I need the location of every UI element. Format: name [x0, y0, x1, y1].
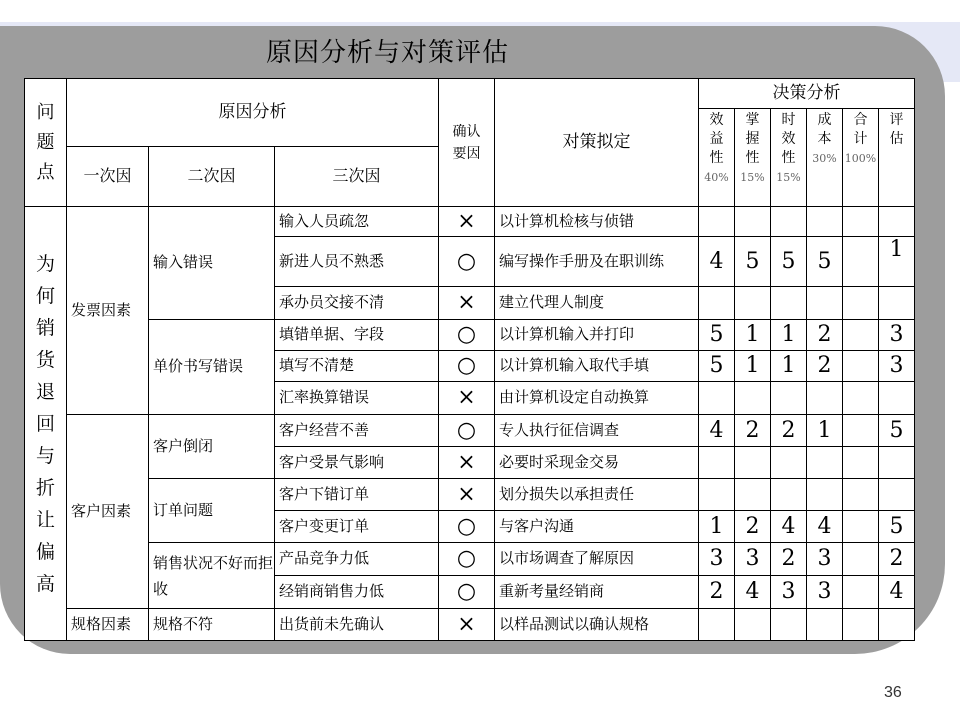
score-cell: [843, 207, 879, 237]
score-cell: 4: [771, 511, 807, 543]
score-cell: [699, 609, 735, 641]
criteria-3-weight: 30%: [812, 152, 837, 165]
score-cell: [699, 382, 735, 415]
confirm-cell: ○: [439, 320, 495, 351]
score-cell: [771, 287, 807, 320]
score-cell: [843, 287, 879, 320]
cause-cell: 客户下错订单: [275, 479, 439, 511]
score-cell: 5: [699, 320, 735, 351]
score-cell: [879, 447, 915, 479]
score-cell: 4: [699, 237, 735, 287]
score-cell: [843, 447, 879, 479]
score-cell: 1: [735, 351, 771, 382]
criteria-2: [771, 109, 807, 207]
criteria-2-label: 时效性: [781, 112, 796, 166]
criteria-1: [735, 109, 771, 207]
score-cell: [735, 207, 771, 237]
score-cell: 1: [771, 351, 807, 382]
cause-cell: 汇率换算错误: [275, 382, 439, 415]
analysis-table: [24, 78, 915, 641]
measure-cell: 必要时采现金交易: [495, 447, 699, 479]
header-level3: 三次因: [275, 147, 439, 207]
cause-cell: 出货前未先确认: [275, 609, 439, 641]
score-cell: 3: [807, 543, 843, 576]
group-customer: 客户因素: [67, 415, 149, 609]
score-cell: 4: [879, 576, 915, 609]
score-cell: 4: [807, 511, 843, 543]
score-cell: 5: [699, 351, 735, 382]
problem-cell: 为何销货退回与折让偏高: [25, 207, 67, 641]
score-cell: [843, 479, 879, 511]
measure-cell: 专人执行征信调查: [495, 415, 699, 447]
score-cell: 2: [807, 351, 843, 382]
cause-cell: 客户受景气影响: [275, 447, 439, 479]
score-cell: 5: [807, 237, 843, 287]
measure-cell: 以市场调查了解原因: [495, 543, 699, 576]
cause-cell: 输入人员疏忽: [275, 207, 439, 237]
header-problem-point: 问题点: [25, 79, 67, 207]
score-cell: [843, 237, 879, 287]
score-cell: [843, 576, 879, 609]
score-cell: [699, 207, 735, 237]
page-number: 36: [884, 684, 902, 701]
score-cell: 4: [699, 415, 735, 447]
subgroup-customer-closure: 客户倒闭: [149, 415, 275, 479]
score-cell: [843, 320, 879, 351]
score-cell: [735, 447, 771, 479]
score-cell: 4: [735, 576, 771, 609]
score-cell: [699, 479, 735, 511]
measure-cell: 与客户沟通: [495, 511, 699, 543]
measure-cell: 重新考量经销商: [495, 576, 699, 609]
confirm-cell: ×: [439, 382, 495, 415]
confirm-cell: ○: [439, 351, 495, 382]
score-cell: 2: [735, 415, 771, 447]
score-cell: 5: [771, 237, 807, 287]
measure-cell: 由计算机设定自动换算: [495, 382, 699, 415]
score-cell: [807, 447, 843, 479]
confirm-cell: ○: [439, 511, 495, 543]
criteria-0-weight: 40%: [704, 171, 729, 184]
score-cell: 2: [735, 511, 771, 543]
cause-cell: 承办员交接不清: [275, 287, 439, 320]
group-invoice: 发票因素: [67, 207, 149, 415]
score-cell: 2: [771, 415, 807, 447]
score-cell: [771, 447, 807, 479]
score-cell: [807, 287, 843, 320]
measure-cell: 以计算机输入取代手填: [495, 351, 699, 382]
criteria-2-weight: 15%: [776, 171, 801, 184]
cause-cell: 客户经营不善: [275, 415, 439, 447]
score-cell: 1: [879, 237, 915, 287]
score-cell: [843, 511, 879, 543]
criteria-4-label: 合计: [853, 112, 868, 147]
confirm-cell: ○: [439, 415, 495, 447]
subgroup-poor-sales: 销售状况不好而拒收: [149, 543, 275, 609]
score-cell: 2: [771, 543, 807, 576]
score-cell: [807, 207, 843, 237]
cause-cell: 新进人员不熟悉: [275, 237, 439, 287]
score-cell: [807, 609, 843, 641]
criteria-5: [879, 109, 915, 207]
cause-cell: 经销商销售力低: [275, 576, 439, 609]
score-cell: 1: [699, 511, 735, 543]
cause-cell: 产品竞争力低: [275, 543, 439, 576]
score-cell: 5: [879, 415, 915, 447]
score-cell: [735, 479, 771, 511]
score-cell: 2: [807, 320, 843, 351]
score-cell: [735, 382, 771, 415]
subgroup-price-writing-error: 单价书写错误: [149, 320, 275, 415]
score-cell: [735, 287, 771, 320]
confirm-cell: ○: [439, 576, 495, 609]
criteria-4-weight: 100%: [844, 152, 877, 165]
score-cell: 3: [735, 543, 771, 576]
confirm-cell: ×: [439, 287, 495, 320]
criteria-3: [807, 109, 843, 207]
cause-cell: 填错单据、字段: [275, 320, 439, 351]
criteria-1-weight: 15%: [740, 171, 765, 184]
cause-cell: 客户变更订单: [275, 511, 439, 543]
score-cell: [699, 447, 735, 479]
score-cell: 1: [771, 320, 807, 351]
criteria-3-label: 成本: [817, 112, 832, 147]
slide-title: 原因分析与对策评估: [266, 38, 510, 68]
score-cell: 3: [807, 576, 843, 609]
score-cell: 2: [879, 543, 915, 576]
subgroup-spec-mismatch: 规格不符: [149, 609, 275, 641]
score-cell: 5: [879, 511, 915, 543]
confirm-cell: ○: [439, 543, 495, 576]
criteria-0-label: 效益性: [709, 112, 724, 166]
score-cell: [879, 287, 915, 320]
header-countermeasure: 对策拟定: [495, 79, 699, 207]
subgroup-order-issue: 订单问题: [149, 479, 275, 543]
score-cell: [843, 609, 879, 641]
score-cell: [843, 351, 879, 382]
score-cell: [735, 609, 771, 641]
score-cell: 1: [807, 415, 843, 447]
measure-cell: 编写操作手册及在职训练: [495, 237, 699, 287]
score-cell: [843, 382, 879, 415]
measure-cell: 以样品测试以确认规格: [495, 609, 699, 641]
measure-cell: 建立代理人制度: [495, 287, 699, 320]
group-spec: 规格因素: [67, 609, 149, 641]
confirm-cell: ○: [439, 237, 495, 287]
score-cell: 5: [735, 237, 771, 287]
header-decision: 决策分析: [699, 79, 915, 109]
confirm-cell: ×: [439, 609, 495, 641]
cause-cell: 填写不清楚: [275, 351, 439, 382]
score-cell: [807, 479, 843, 511]
score-cell: 3: [879, 320, 915, 351]
confirm-cell: ×: [439, 207, 495, 237]
criteria-5-label: 评估: [889, 112, 904, 147]
measure-cell: 以计算机检核与侦错: [495, 207, 699, 237]
header-level1: 一次因: [67, 147, 149, 207]
measure-cell: 以计算机输入并打印: [495, 320, 699, 351]
score-cell: [771, 479, 807, 511]
criteria-1-label: 掌握性: [745, 112, 760, 166]
score-cell: [879, 382, 915, 415]
header-level2: 二次因: [149, 147, 275, 207]
criteria-0: [699, 109, 735, 207]
subgroup-input-error: 输入错误: [149, 207, 275, 320]
score-cell: 3: [879, 351, 915, 382]
score-cell: 2: [699, 576, 735, 609]
score-cell: [807, 382, 843, 415]
criteria-4: [843, 109, 879, 207]
score-cell: [843, 543, 879, 576]
score-cell: [699, 287, 735, 320]
measure-cell: 划分损失以承担责任: [495, 479, 699, 511]
score-cell: [879, 609, 915, 641]
score-cell: [771, 382, 807, 415]
score-cell: [843, 415, 879, 447]
score-cell: 3: [699, 543, 735, 576]
score-cell: [879, 207, 915, 237]
header-cause-analysis: 原因分析: [67, 79, 439, 147]
confirm-cell: ×: [439, 479, 495, 511]
score-cell: [879, 479, 915, 511]
score-cell: 1: [735, 320, 771, 351]
score-cell: [771, 207, 807, 237]
header-confirm: 确认要因: [439, 79, 495, 207]
confirm-cell: ×: [439, 447, 495, 479]
score-cell: 3: [771, 576, 807, 609]
score-cell: [771, 609, 807, 641]
